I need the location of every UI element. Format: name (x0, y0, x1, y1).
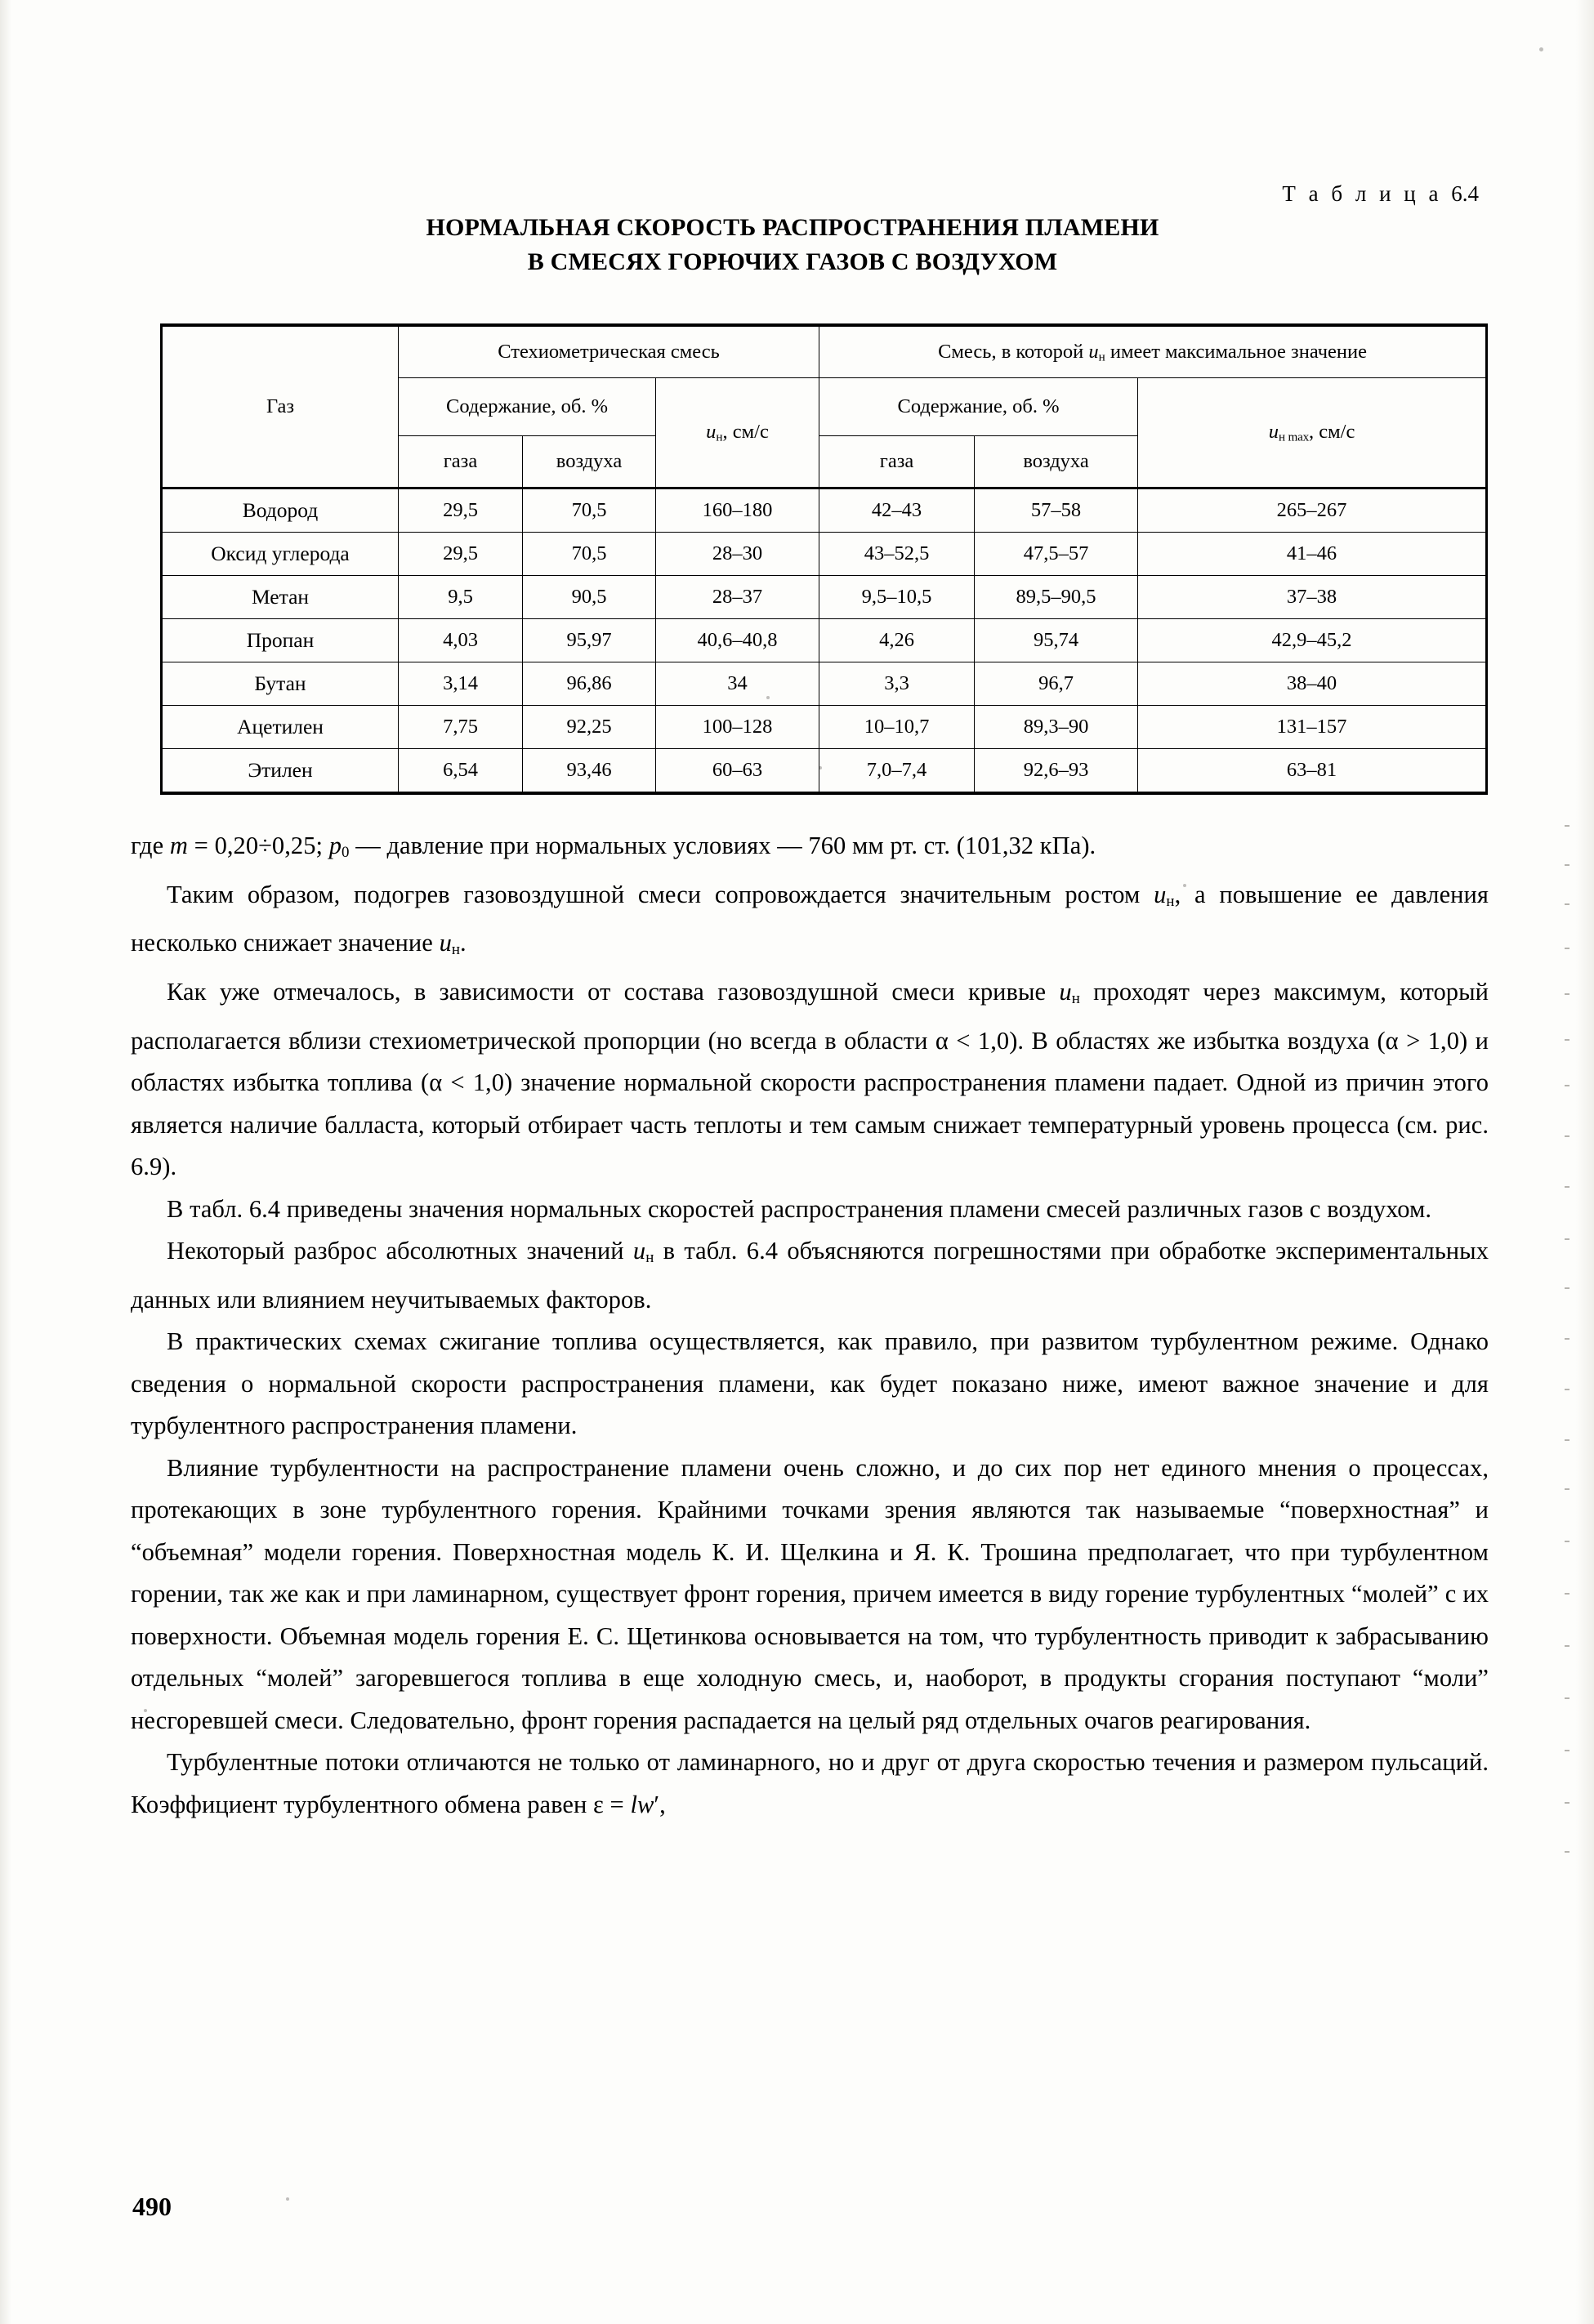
table-row (162, 619, 1487, 662)
header-max-gas-sub: газа (819, 436, 975, 488)
paragraph-turbulent-flows: Турбулентные потоки отличаются не только от ламинарного, но и друг от друга скоростью течения и размером пульсаций. Коэффициент турбулентного обмена равен ε = lw′, (131, 1748, 1489, 1818)
cell-gas-name: Пропан (162, 619, 399, 662)
variable-lw: lw (630, 1790, 654, 1818)
variable-un: $u_н$ (1154, 880, 1175, 910)
header-un-symbol-inline: $u_н$ (1088, 340, 1105, 364)
table-body (162, 488, 1487, 794)
table-label-number: 6.4 (1451, 181, 1479, 206)
header-stoich-air-sub: воздуха (523, 436, 656, 488)
cell-max-gas: 7,0–7,4 (819, 749, 975, 794)
header-gas: Газ (162, 325, 399, 488)
cell-un: 100–128 (656, 706, 819, 749)
cell-stoich-air: 92,25 (523, 706, 656, 749)
cell-gas-name: Метан (162, 576, 399, 619)
cell-stoich-air: 95,97 (523, 619, 656, 662)
header-unmax-units: , см/с (1309, 421, 1355, 444)
table-row (162, 533, 1487, 576)
cell-gas-name: Ацетилен (162, 706, 399, 749)
cell-max-air: 89,3–90 (975, 706, 1138, 749)
variable-un: $u_н$ (1059, 977, 1080, 1008)
header-stoich-gas-sub: газа (399, 436, 523, 488)
cell-stoich-air: 93,46 (523, 749, 656, 794)
cell-un-max: 63–81 (1138, 749, 1487, 794)
header-un-stoichiometric (656, 378, 819, 488)
page-number: 490 (132, 2192, 172, 2221)
table-row (162, 706, 1487, 749)
scan-edge-right (1576, 0, 1594, 2324)
cell-un-max: 38–40 (1138, 662, 1487, 706)
table-row (162, 662, 1487, 706)
cell-un: 28–37 (656, 576, 819, 619)
cell-max-air: 47,5–57 (975, 533, 1138, 576)
cell-gas-name: Водород (162, 488, 399, 533)
variable-un: $u_н$ (439, 929, 461, 959)
table-title-line-1: НОРМАЛЬНАЯ СКОРОСТЬ РАСПРОСТРАНЕНИЯ ПЛАМЕНИ (426, 214, 1159, 241)
cell-max-gas: 4,26 (819, 619, 975, 662)
cell-max-air: 92,6–93 (975, 749, 1138, 794)
table-header-row-1 (162, 325, 1487, 378)
cell-stoich-gas: 4,03 (399, 619, 523, 662)
cell-stoich-gas: 29,5 (399, 533, 523, 576)
scan-margin-marks (1565, 825, 1573, 1887)
header-group-maximum-prefix: Смесь, в которой (938, 340, 1089, 363)
header-content-maximum: Содержание, об. % (819, 378, 1138, 436)
cell-un: 28–30 (656, 533, 819, 576)
scan-speck (1539, 47, 1543, 51)
header-content-stoichiometric: Содержание, об. % (399, 378, 656, 436)
paragraph-where-m: где m = 0,20÷0,25; $p_0$ — давление при нормальных условиях — 760 мм рт. ст. (101,32 кПа). (131, 832, 1096, 862)
cell-stoich-gas: 6,54 (399, 749, 523, 794)
cell-stoich-air: 90,5 (523, 576, 656, 619)
cell-un: 40,6–40,8 (656, 619, 819, 662)
scan-edge-left (0, 0, 11, 2324)
cell-un-max: 265–267 (1138, 488, 1487, 533)
cell-stoich-gas: 9,5 (399, 576, 523, 619)
cell-stoich-gas: 7,75 (399, 706, 523, 749)
cell-un: 34 (656, 662, 819, 706)
paragraph-practical-schemes: В практических схемах сжигание топлива осуществляется, как правило, при развитом турбулентном режиме. Однако сведения о нормальной скорости распространения пламени, как будет показано ниже, имеют важное значение и для турбулентного распространения пламени. (131, 1327, 1489, 1440)
cell-max-air: 95,74 (975, 619, 1138, 662)
flame-speed-table-container (160, 323, 1485, 795)
header-un-units: , см/с (722, 421, 769, 444)
cell-stoich-gas: 29,5 (399, 488, 523, 533)
variable-m: m (169, 832, 188, 859)
cell-max-air: 96,7 (975, 662, 1138, 706)
paragraph-turbulence-models: Влияние турбулентности на распространение пламени очень сложно, и до сих пор нет единого мнения о процессах, протекающих в зоне турбулентного горения. Крайними точками зрения являются так называемые “поверхностная” и “объемная” модели горения. Поверхностная модель К. И. Щелкина и Я. К. Трошина предполагает, что при турбулентном горении, так же как и при ламинарном, существует фронт горения, причем имеется в виду горение турбулентных “молей” с их поверхности. Объемная модель горения Е. С. Щетинкова основывается на том, что турбулентность приводит к забрасыванию отдельных “молей” загоревшегося топлива в еще холодную смесь, и, наоборот, в продукты сгорания поступают “моли” несгоревшей смеси. Следовательно, фронт горения распадается на целый ряд отдельных очагов реагирования. (131, 1453, 1489, 1734)
variable-p0: $p_0$ (328, 832, 350, 862)
table-head (162, 325, 1487, 488)
header-max-air-sub: воздуха (975, 436, 1138, 488)
header-group-maximum-suffix: имеет максимальное значение (1105, 340, 1368, 363)
cell-stoich-gas: 3,14 (399, 662, 523, 706)
cell-gas-name: Этилен (162, 749, 399, 794)
table-title-line-2: В СМЕСЯХ ГОРЮЧИХ ГАЗОВ С ВОЗДУХОМ (527, 248, 1058, 275)
table-row (162, 576, 1487, 619)
header-un-max (1138, 378, 1487, 488)
variable-un: $u_н$ (632, 1237, 654, 1267)
paragraph-curves-maximum: Как уже отмечалось, в зависимости от состава газовоздушной смеси кривые $u_н$ проходят через максимум, который располагается вблизи стехиометрической пропорции (но всегда в области α < 1,0). В областях же избытка воздуха (α > 1,0) и областях избытка топлива (α < 1,0) значение нормальной скорости распространения пламени падает. Одной из причин этого является наличие балласта, который отбирает часть теплоты и тем самым снижает температурный уровень процесса (см. рис. 6.9). (131, 977, 1489, 1181)
table-number-label (0, 181, 1479, 207)
paragraph-scatter-errors: Некоторый разброс абсолютных значений $u_н$ в табл. 6.4 объясняются погрешностями при обработке экспериментальных данных или влиянием неучитываемых факторов. (131, 1237, 1489, 1314)
table-row (162, 749, 1487, 794)
table-title (155, 211, 1430, 279)
cell-un: 60–63 (656, 749, 819, 794)
cell-max-gas: 10–10,7 (819, 706, 975, 749)
cell-stoich-air: 70,5 (523, 488, 656, 533)
scan-speck (286, 2197, 289, 2201)
paragraph-preheat: Таким образом, подогрев газовоздушной смеси сопровождается значительным ростом $u_н$, а повышение ее давления несколько снижает значение $u_н$. (131, 880, 1489, 959)
cell-max-air: 57–58 (975, 488, 1138, 533)
cell-un-max: 41–46 (1138, 533, 1487, 576)
cell-un-max: 37–38 (1138, 576, 1487, 619)
header-group-stoichiometric: Стехиометрическая смесь (399, 325, 819, 378)
paragraph-table-reference: В табл. 6.4 приведены значения нормальных скоростей распространения пламени смесей различных газов с воздухом. (167, 1194, 1431, 1223)
table-label-prefix: Т а б л и ц а (1282, 181, 1442, 206)
flame-speed-table (160, 323, 1488, 795)
cell-max-gas: 3,3 (819, 662, 975, 706)
header-un-symbol: $u_н$ (706, 421, 723, 444)
cell-un-max: 131–157 (1138, 706, 1487, 749)
cell-max-gas: 43–52,5 (819, 533, 975, 576)
cell-un-max: 42,9–45,2 (1138, 619, 1487, 662)
header-unmax-symbol: uн max (1268, 421, 1310, 444)
cell-stoich-air: 96,86 (523, 662, 656, 706)
cell-max-air: 89,5–90,5 (975, 576, 1138, 619)
cell-gas-name: Бутан (162, 662, 399, 706)
cell-un: 160–180 (656, 488, 819, 533)
cell-stoich-air: 70,5 (523, 533, 656, 576)
header-group-maximum (819, 325, 1487, 378)
table-row (162, 488, 1487, 533)
cell-gas-name: Оксид углерода (162, 533, 399, 576)
cell-max-gas: 9,5–10,5 (819, 576, 975, 619)
cell-max-gas: 42–43 (819, 488, 975, 533)
body-text (131, 825, 1489, 1826)
